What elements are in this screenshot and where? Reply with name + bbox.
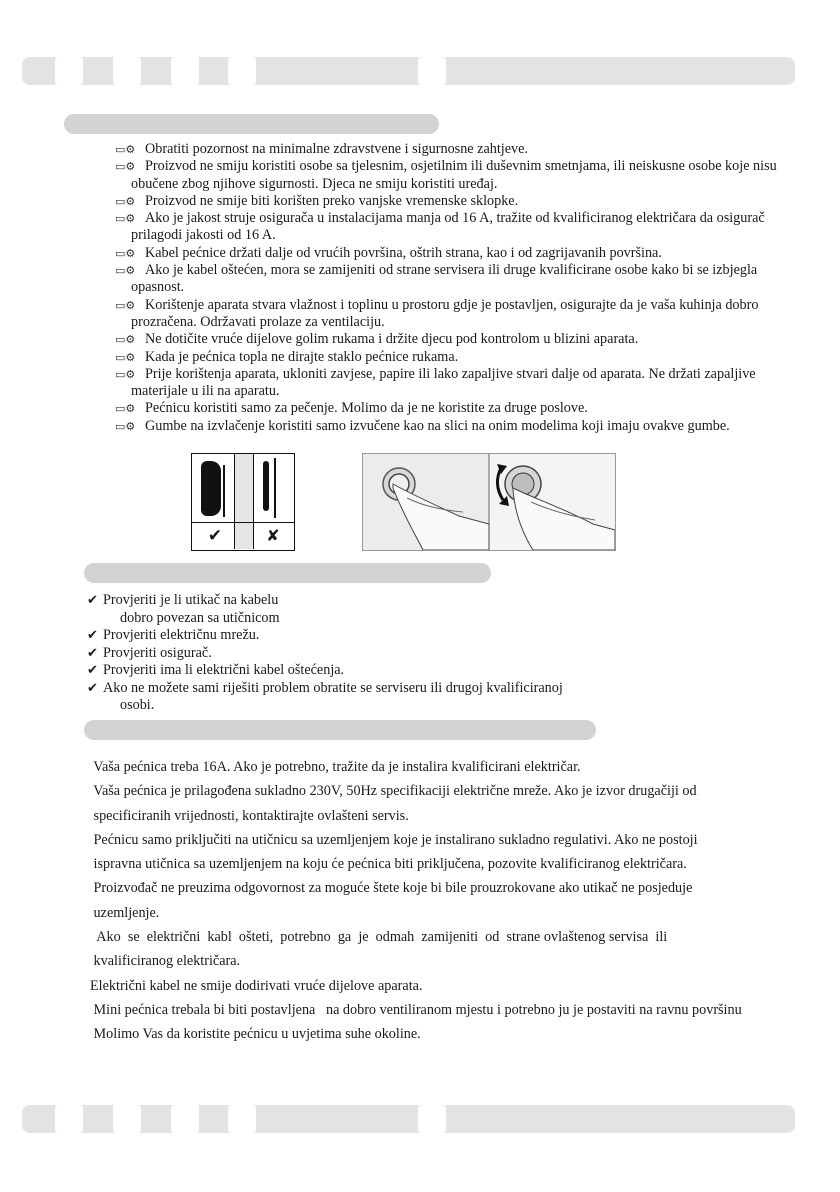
figure-divider [192,522,294,523]
checkmark-icon: ✔ [87,628,98,643]
checklist-item [87,627,687,645]
checkmark-icon: ✔ [87,593,98,608]
safety-item [115,349,840,366]
knob-hand-drawing [363,454,615,550]
safety-item-text: Kada je pećnica topla ne dirajte staklo pećnice rukama. [145,348,459,365]
header-decor-tab [171,57,199,85]
checkmark-icon: ✔ [207,526,223,546]
safety-list [115,141,840,435]
computer-and-hazard-icon: ▭⚙ [115,367,136,381]
safety-item [115,227,840,244]
safety-item [115,314,840,331]
safety-item-text: prozračena. Održavati prolaze za ventilaciju. [131,313,385,330]
knob-hand-illustration [362,453,616,551]
knob-retracted-drawing [263,461,269,511]
computer-and-hazard-icon: ▭⚙ [115,143,136,156]
safety-item-text: Pećnicu koristiti samo za pečenje. Molimo da je ne koristite za druge poslove. [145,400,588,417]
safety-item-text: opasnost. [131,279,185,296]
footer-decor-tab [418,1105,446,1133]
installation-line: Vaša pećnica treba 16A. Ako je potrebno, tražite da je instalira kvalificirani električar. [90,759,581,775]
section-header-installation [84,720,596,740]
safety-item [115,141,840,158]
safety-item [115,418,840,435]
computer-and-hazard-icon: ▭⚙ [115,419,136,433]
checklist-item [87,610,687,628]
safety-item [115,383,840,400]
footer-decor-tab [228,1105,256,1133]
header-decor-tab [55,57,83,85]
installation-text [90,755,835,1047]
safety-item [115,331,840,348]
computer-and-hazard-icon: ▭⚙ [115,333,136,347]
safety-item [115,400,840,417]
section-header-safety [64,114,439,134]
checklist-item [87,662,687,680]
checklist-item-text: Provjeriti je li utikač na kabelu [103,592,279,608]
section-header-troubleshooting [84,563,491,583]
safety-item [115,262,840,279]
checklist-item [87,645,687,663]
safety-item-text: Ne dotičite vruće dijelove golim rukama i držite djecu pod kontrolom u blizini aparata. [145,331,639,348]
computer-and-hazard-icon: ▭⚙ [115,212,136,226]
header-decor-tab [113,57,141,85]
checkmark-icon: ✔ [87,645,98,661]
installation-line: Ako se električni kabl ošteti, potrebno ga je odmah zamijeniti od strane ovlaštenog servisa ili [90,929,668,946]
footer-decor-bar [22,1105,795,1133]
safety-item [115,176,840,193]
installation-line: kvalificiranog električara. [90,953,241,970]
checklist-item-text: Provjeriti električnu mrežu. [103,627,260,643]
troubleshooting-checklist [87,592,687,715]
safety-item-text: Obratiti pozornost na minimalne zdravstvene i sigurnosne zahtjeve. [145,141,528,157]
header-decor-tab [418,57,446,85]
safety-item-text: Kabel pećnice držati dalje od vrućih površina, oštrih strana, kao i od zagrijavanih površina. [145,244,662,261]
safety-item-text: Proizvod ne smiju koristiti osobe sa tjelesnim, osjetilnim ili duševnim smetnjama, ili neiskusne osobe koje nisu [145,158,777,175]
installation-line: specificiranih vrijednosti, kontaktirajte ovlašteni servis. [90,807,409,824]
checklist-item-text: osobi. [120,697,155,713]
checklist-item [87,680,687,698]
safety-item-text: Prije korištenja aparata, ukloniti zavjese, papire ili lako zapaljive stvari dalje od aparata. Ne držati zapaljive [145,365,756,382]
installation-line: Pećnicu samo priključiti na utičnicu sa uzemljenjem koje je instalirano sukladno regulativi. Ako ne postoji [90,831,698,848]
installation-line: ispravna utičnica sa uzemljenjem na koju će pećnica biti priključena, pozovite kvalificiranog električara. [90,856,687,873]
safety-item [115,158,840,175]
figure-divider [234,454,254,549]
safety-item-text: materijale u ili na aparatu. [131,383,280,400]
checkmark-icon: ✔ [87,663,98,678]
safety-item-text: Proizvod ne smije biti korišten preko vanjske vremenske sklopke. [145,192,519,209]
computer-and-hazard-icon: ▭⚙ [115,264,136,278]
checklist-item-text: Provjeriti ima li električni kabel oštećenja. [103,662,345,678]
installation-line: Proizvođač ne preuzima odgovornost za moguće štete koje bi bile prouzrokovane ako utikač ne posjeduje [90,880,693,897]
checklist-item-text: Provjeriti osigurač. [103,644,212,661]
cross-icon: ✘ [266,526,280,545]
safety-item [115,366,840,383]
computer-and-hazard-icon: ▭⚙ [115,350,136,364]
footer-decor-tab [113,1105,141,1133]
safety-item-text: obučene zbog njihove sigurnosti. Djeca ne smiju koristiti uređaj. [131,175,498,192]
installation-line: Mini pećnica trebala bi biti postavljena na dobro ventiliranom mjestu i potrebno ju je postaviti na ravnu površinu [90,1001,742,1018]
checkmark-icon: ✔ [87,680,98,696]
header-decor-tab [228,57,256,85]
safety-item-text: prilagodi jakosti od 16 A. [131,227,276,244]
safety-item-text: Ako je jakost struje osigurača u instalacijama manja od 16 A, tražite od kvalificiranog električara da osigurač [145,210,765,227]
installation-line: Molimo Vas da koristite pećnicu u uvjetima suhe okoline. [90,1026,421,1043]
safety-item [115,279,840,296]
checklist-item-text: dobro povezan sa utičnicom [120,609,280,626]
installation-line: Električni kabel ne smije dodirivati vruće dijelove aparata. [90,977,423,994]
installation-line: uzemljenje. [90,904,160,921]
computer-and-hazard-icon: ▭⚙ [115,160,136,174]
safety-item [115,210,840,227]
knob-usage-figure [191,453,295,551]
computer-and-hazard-icon: ▭⚙ [115,402,136,416]
footer-decor-tab [55,1105,83,1133]
installation-line: Vaša pećnica je prilagođena sukladno 230V, 50Hz specifikaciji električne mreže. Ako je izvor drugačiji od [90,783,697,800]
safety-item [115,245,840,262]
checklist-item [87,697,687,715]
computer-and-hazard-icon: ▭⚙ [115,298,136,312]
computer-and-hazard-icon: ▭⚙ [115,194,136,208]
safety-item-text: Gumbe na izvlačenje koristiti samo izvučene kao na slici na onim modelima koji imaju ovakve gumbe. [145,417,730,434]
safety-item-text: Ako je kabel oštećen, mora se zamijeniti od strane servisera ili druge kvalificirane osobe kako bi se izbjegla [145,262,758,279]
checklist-item-text: Ako ne možete sami riješiti problem obratite se serviseru ili drugoj kvalificiranoj [103,679,563,696]
footer-decor-tab [171,1105,199,1133]
computer-and-hazard-icon: ▭⚙ [115,246,136,260]
checklist-item [87,592,687,610]
knob-extended-drawing [201,461,221,516]
safety-item [115,297,840,314]
safety-item [115,193,840,210]
safety-item-text: Korištenje aparata stvara vlažnost i toplinu u prostoru gdje je postavljen, osigurajte da je vaša kuhinja dobro [145,296,759,313]
header-decor-bar [22,57,795,85]
